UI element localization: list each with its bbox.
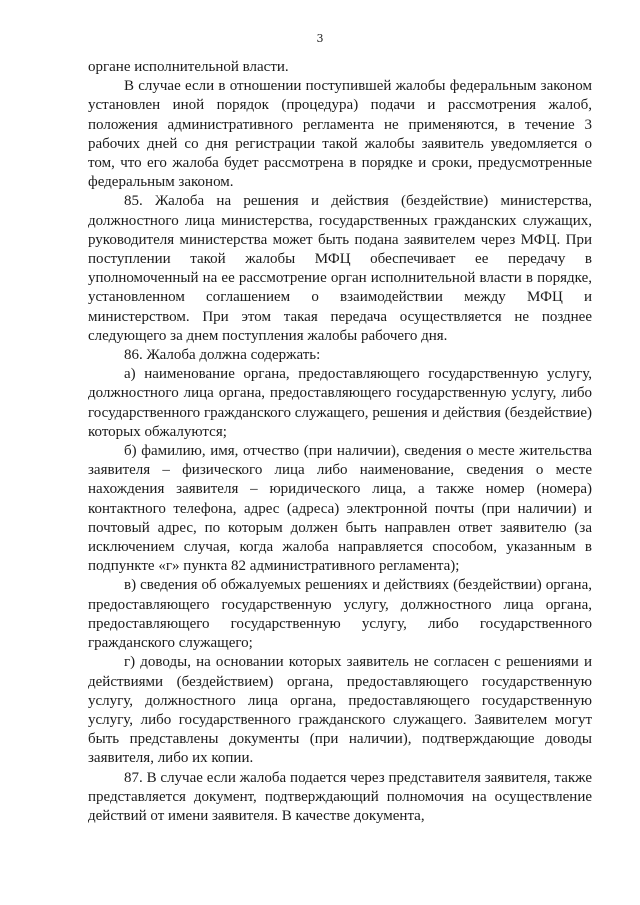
paragraph-continuation: органе исполнительной власти. bbox=[88, 59, 289, 75]
paragraph-85: 85. Жалоба на решения и действия (бездействие) министерства, должностного лица министерства, государственных гражданских служащих, руководителя министерства может быть подана заявителем через МФЦ. При поступлении такой жалобы МФЦ обеспечивает ее передачу в уполномоченный на ее рассмотрение орган исполнительной власти в порядке, установленном соглашением о взаимодействии между МФЦ и министерством. При этом такая передача осуществляется не позднее следующего за днем поступления жалобы рабочего дня. bbox=[88, 193, 592, 344]
paragraph-86-b: б) фамилию, имя, отчество (при наличии), сведения о месте жительства заявителя – физического лица либо наименование, сведения о месте нахождения заявителя – юридического лица, а также номер (номера) контактного телефона, адрес (адреса) электронной почты (при наличии) и почтовый адрес, по которым должен быть направлен ответ заявителю (за исключением случая, когда жалоба направляется способом, указанным в подпункте «г» пункта 82 административного регламента); bbox=[88, 443, 592, 575]
paragraph-87: 87. В случае если жалоба подается через представителя заявителя, также представляется документ, подтверждающий полномочия на осуществление действий от имени заявителя. В качестве документа, bbox=[88, 769, 592, 824]
page-number: 3 bbox=[316, 32, 324, 45]
paragraph-86: 86. Жалоба должна содержать: bbox=[124, 347, 321, 364]
paragraph-86-d: г) доводы, на основании которых заявитель не согласен с решениями и действиями (бездействием) органа, предоставляющего государственную услугу, должностного лица органа, предоставляющего государственную услугу, либо государственного гражданского служащего. Заявителем могут быть представлены документы (при наличии), подтверждающие доводы заявителя, либо их копии. bbox=[88, 654, 592, 767]
document-body bbox=[88, 58, 592, 826]
paragraph-federal-law-case: В случае если в отношении поступившей жалобы федеральным законом установлен иной порядок (процедура) подачи и рассмотрения жалоб, положения административного регламента не применяются, в течение 3 рабочих дней со дня регистрации такой жалобы заявитель уведомляется о том, что его жалоба будет рассмотрена в порядке и сроки, предусмотренные федеральным законом. bbox=[88, 78, 592, 191]
paragraph-86-a: а) наименование органа, предоставляющего государственную услугу, должностного лица органа, предоставляющего государственную услугу, либо государственного гражданского служащего, решения и действия (бездействие) которых обжалуются; bbox=[88, 366, 592, 440]
paragraph-86-c: в) сведения об обжалуемых решениях и действиях (бездействии) органа, предоставляющего государственную услугу, должностного лица органа, предоставляющего государственную услугу, либо государственного гражданского служащего; bbox=[88, 577, 592, 652]
